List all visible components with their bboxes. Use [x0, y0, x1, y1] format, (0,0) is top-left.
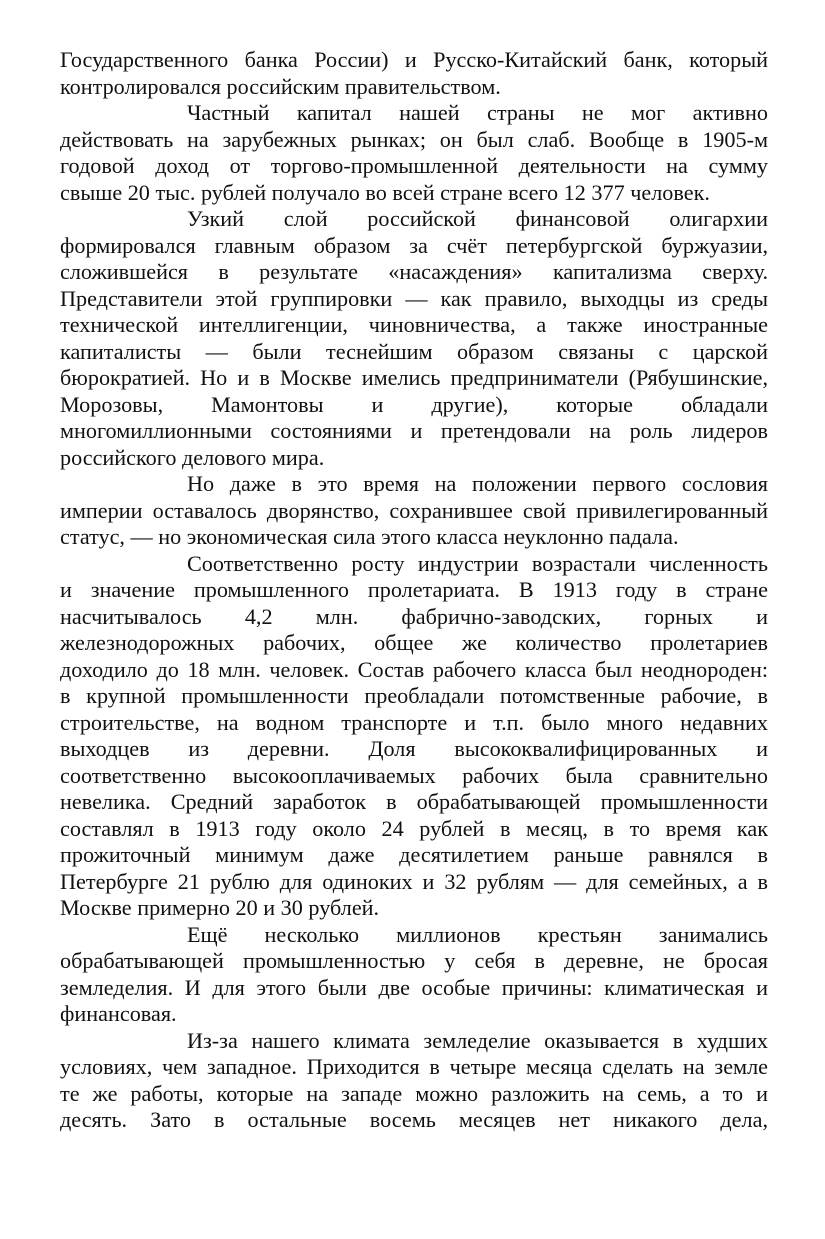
text-line: сложившейся в результате «насаждения» капитализма сверху.	[60, 259, 768, 284]
text-line: российского делового мира.	[60, 444, 325, 470]
text-line: бюрократией. Но и в Москве имелись предприниматели (Рябушинские,	[60, 365, 768, 390]
text-line: Морозовы, Мамонтовы и другие), которые обладали	[60, 391, 768, 417]
text-line: контролировался российским правительством.	[60, 73, 501, 99]
text-line: действовать на зарубежных рынках; он был слаб. Вообще в 1905-м	[60, 126, 768, 152]
paragraph	[60, 471, 768, 551]
text-line: в крупной промышленности преобладали потомственные рабочие, в	[60, 683, 768, 708]
text-line: Петербурге 21 рублю для одиноких и 32 рублям — для семейных, а в	[60, 868, 768, 894]
text-line: строительстве, на водном транспорте и т.п. было много недавних	[60, 709, 768, 735]
document-page	[60, 47, 768, 1134]
text-line: годовой доход от торгово-промышленной деятельности на сумму	[60, 153, 768, 178]
text-line: выходцев из деревни. Доля высококвалифицированных и	[60, 736, 768, 761]
text-line: обрабатывающей промышленностью у себя в деревне, не бросая	[60, 948, 768, 973]
text-line: насчитывалось 4,2 млн. фабрично-заводских, горных и	[60, 603, 768, 629]
text-line: соответственно высокооплачиваемых рабочих была сравнительно	[60, 762, 768, 788]
text-line: формировался главным образом за счёт петербургской буржуазии,	[60, 232, 768, 258]
text-line: Узкий слой российской финансовой олигархии	[187, 206, 768, 231]
text-line: железнодорожных рабочих, общее же количество пролетариев	[60, 630, 768, 655]
text-line: Из-за нашего климата земледелие оказывается в худших	[187, 1027, 768, 1053]
text-line: свыше 20 тыс. рублей получало во всей стране всего 12 377 человек.	[60, 179, 710, 205]
text-line: невелика. Средний заработок в обрабатывающей промышленности	[60, 789, 768, 814]
text-line: прожиточный минимум даже десятилетием раньше равнялся в	[60, 842, 768, 867]
paragraph	[60, 206, 768, 471]
text-line: Частный капитал нашей страны не мог активно	[187, 100, 768, 125]
text-line: Ещё несколько миллионов крестьян занимались	[187, 921, 768, 947]
paragraph	[60, 1028, 768, 1134]
paragraph	[60, 47, 768, 100]
text-line: статус, — но экономическая сила этого класса неуклонно падала.	[60, 524, 679, 549]
text-line: империи оставалось дворянство, сохранившее свой привилегированный	[60, 497, 768, 523]
text-line: и значение промышленного пролетариата. В 1913 году в стране	[60, 577, 768, 602]
text-line: Представители этой группировки — как правило, выходцы из среды	[60, 285, 768, 311]
paragraph	[60, 551, 768, 922]
text-line: те же работы, которые на западе можно разложить на семь, а то и	[60, 1080, 768, 1106]
text-line: составлял в 1913 году около 24 рублей в месяц, в то время как	[60, 815, 768, 841]
text-line: многомиллионными состояниями и претендовали на роль лидеров	[60, 418, 768, 443]
text-line: Государственного банка России) и Русско-Китайский банк, который	[60, 47, 768, 72]
text-line: земледелия. И для этого были две особые причины: климатическая и	[60, 974, 768, 1000]
paragraph	[60, 100, 768, 206]
text-line: доходило до 18 млн. человек. Состав рабочего класса был неоднороден:	[60, 656, 768, 682]
paragraph	[60, 922, 768, 1028]
text-line: условиях, чем западное. Приходится в четыре месяца сделать на земле	[60, 1054, 768, 1079]
text-line: десять. Зато в остальные восемь месяцев нет никакого дела,	[60, 1107, 768, 1132]
text-line: финансовая.	[60, 1001, 177, 1026]
text-line: Соответственно росту индустрии возрастали численность	[187, 550, 768, 576]
text-line: капиталисты — были теснейшим образом связаны с царской	[60, 338, 768, 364]
text-line: Но даже в это время на положении первого сословия	[187, 471, 768, 496]
text-line: технической интеллигенции, чиновничества, а также иностранные	[60, 312, 768, 337]
text-line: Москве примерно 20 и 30 рублей.	[60, 895, 380, 920]
